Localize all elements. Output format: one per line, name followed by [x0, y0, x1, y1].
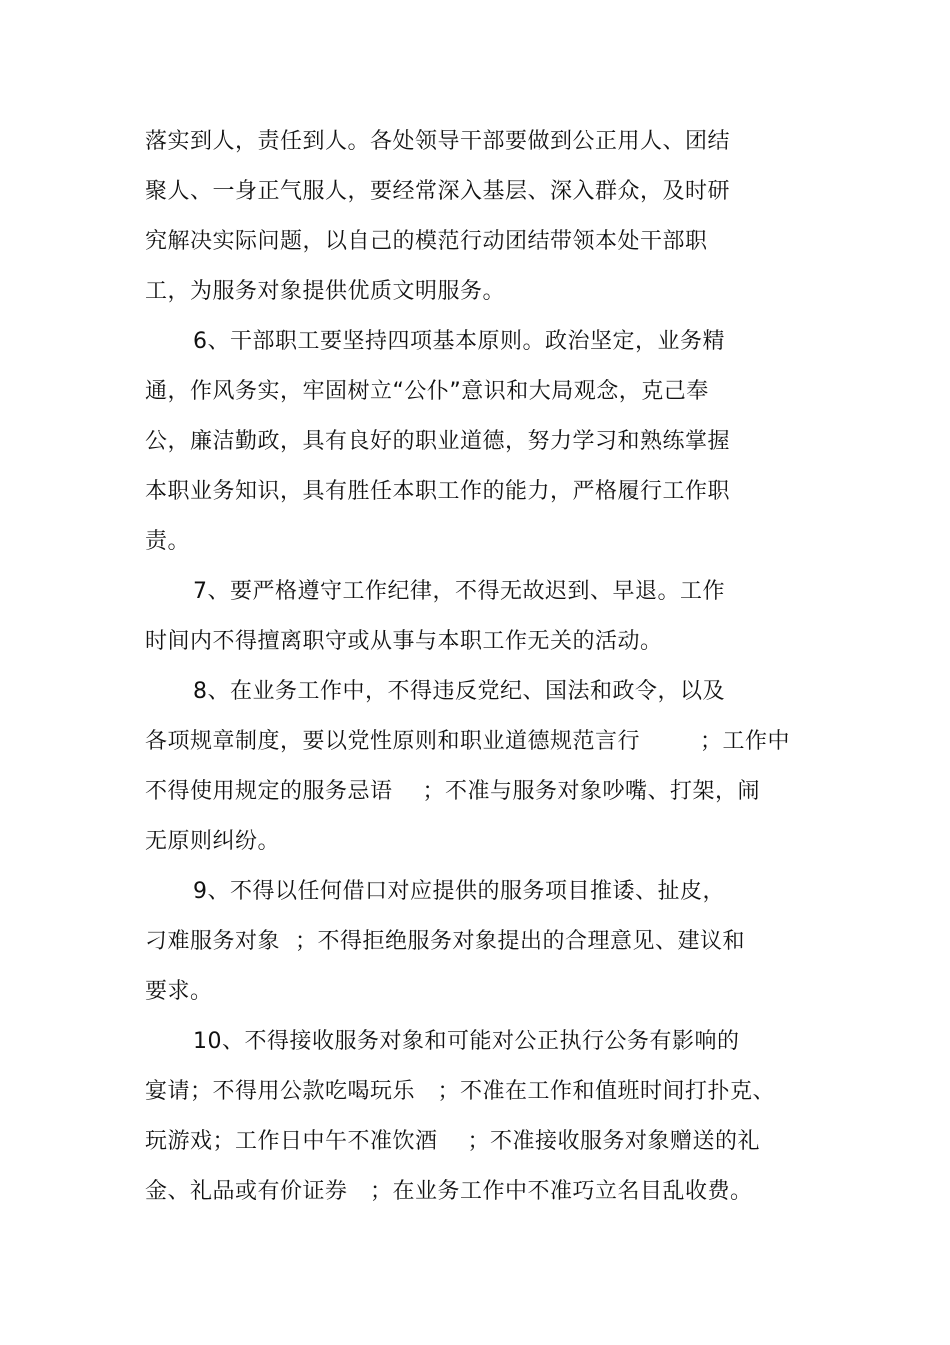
- text-line: 玩游戏；工作日中午不准饮酒 ；不准接收服务对象赠送的礼: [145, 1129, 760, 1154]
- text-line: 责。: [145, 529, 191, 554]
- text-line: 究解决实际问题，以自己的模范行动团结带领本处干部职: [145, 229, 708, 254]
- text-line: 本职业务知识，具有胜任本职工作的能力，严格履行工作职: [145, 479, 731, 504]
- text-line: 各项规章制度，要以党性原则和职业道德规范言行 ；工作中: [145, 729, 790, 754]
- text-line: 落实到人，责任到人。各处领导干部要做到公正用人、团结: [145, 129, 731, 154]
- text-line: 聚人、一身正气服人，要经常深入基层、深入群众，及时研: [145, 179, 731, 204]
- text-line: 通，作风务实，牢固树立“公仆”意识和大局观念，克己奉: [145, 379, 709, 404]
- text-line: 不得使用规定的服务忌语 ；不准与服务对象吵嘴、打架，闹: [145, 779, 760, 804]
- text-line: 无原则纠纷。: [145, 829, 281, 854]
- text-line: 金、礼品或有价证券 ；在业务工作中不准巧立名目乱收费。: [145, 1179, 753, 1204]
- paragraph-7-start: 7、要严格遵守工作纪律，不得无故迟到、早退。工作: [193, 579, 725, 604]
- text-line: 时间内不得擅离职守或从事与本职工作无关的活动。: [145, 629, 663, 654]
- text-line: 公，廉洁勤政，具有良好的职业道德，努力学习和熟练掌握: [145, 429, 731, 454]
- text-line: 要求。: [145, 979, 213, 1004]
- text-line: 工，为服务对象提供优质文明服务。: [145, 279, 506, 304]
- paragraph-8-start: 8、在业务工作中，不得违反党纪、国法和政令，以及: [193, 679, 725, 704]
- paragraph-6-start: 6、干部职工要坚持四项基本原则。政治坚定，业务精: [193, 329, 725, 354]
- text-line: 宴请；不得用公款吃喝玩乐 ；不准在工作和值班时间打扑克、: [145, 1079, 775, 1104]
- paragraph-10-start: 10、不得接收服务对象和可能对公正执行公务有影响的: [193, 1029, 740, 1054]
- text-line: 刁难服务对象 ；不得拒绝服务对象提出的合理意见、建议和: [145, 929, 745, 954]
- paragraph-9-start: 9、不得以任何借口对应提供的服务项目推诿、扯皮，: [193, 879, 725, 904]
